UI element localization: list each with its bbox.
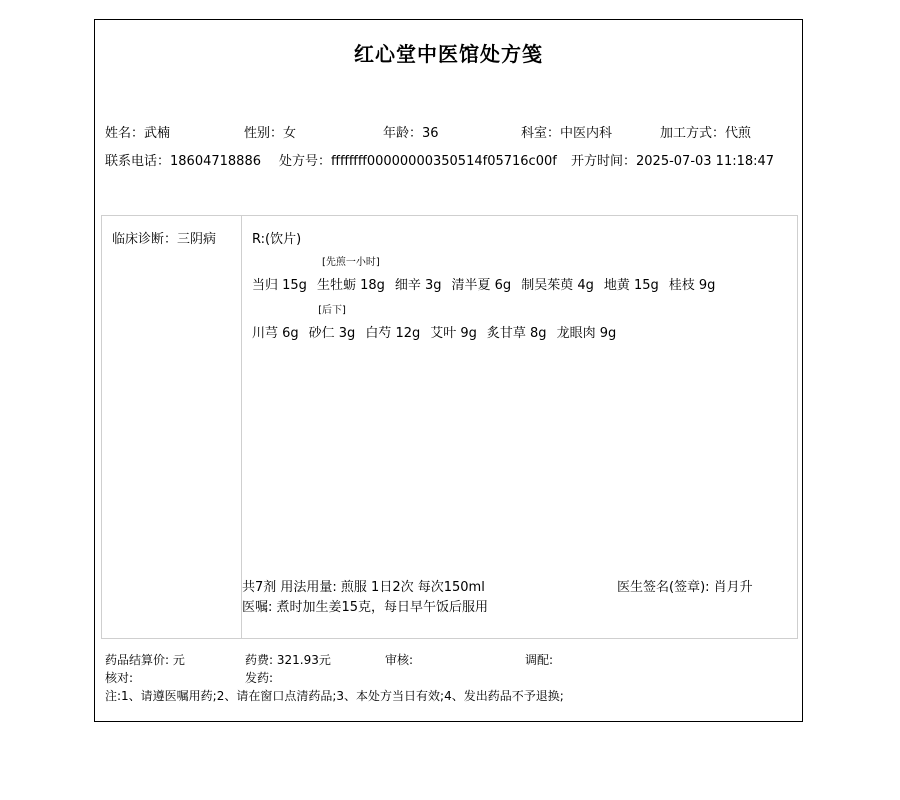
contact-phone: 联系电话：18604718886 — [105, 154, 261, 169]
prescription-body — [101, 215, 798, 639]
herb-item: 炙甘草 8g — [486, 326, 547, 341]
herb-item: 龙眼肉 9g — [556, 326, 617, 341]
review-label: 审核: — [385, 653, 414, 667]
doctor-advice: 医嘱: 煮时加生姜15克，每日早午饭后服用 — [242, 600, 489, 615]
herb-row-1 — [252, 257, 716, 293]
herb-note: [后下] — [318, 305, 346, 316]
herb-item: 艾叶 9g — [430, 326, 477, 341]
clinical-diagnosis: 临床诊断：三阴病 — [112, 232, 217, 247]
usage-dosage: 共7剂 用法用量: 煎服 1日2次 每次150ml — [242, 580, 485, 595]
herb-item: [后下] 砂仁 3g — [309, 322, 356, 341]
prescription-number: 处方号：ffffffff00000000350514f05716c00f — [279, 154, 557, 169]
herb-item: 地黄 15g — [603, 278, 659, 293]
prescription-type: R:(饮片) — [252, 232, 302, 247]
prescription-time: 开方时间：2025-07-03 11:18:47 — [571, 154, 775, 169]
patient-age: 年龄：36 — [383, 126, 439, 141]
doctor-signature: 医生签名(签章): 肖月升 — [617, 580, 753, 595]
herb-item: 细辛 3g — [394, 278, 442, 293]
herb-item: 当归 15g — [252, 278, 307, 293]
dispense-mix-label: 调配: — [525, 653, 554, 667]
herb-item: 制吴茱萸 4g — [521, 278, 594, 293]
issue-label: 发药: — [245, 671, 274, 685]
herb-item: 川芎 6g — [252, 326, 299, 341]
patient-gender: 性别：女 — [244, 126, 297, 141]
department: 科室：中医内科 — [521, 126, 613, 141]
processing-method: 加工方式：代煎 — [660, 126, 752, 141]
herb-item: 桂枝 9g — [668, 278, 716, 293]
herb-item: [先煎一小时] 生牡蛎 18g — [317, 274, 385, 293]
diagnosis-column — [102, 216, 242, 638]
check-label: 核对: — [105, 671, 134, 685]
settlement-price: 药品结算价: 元 — [105, 653, 185, 667]
patient-name: 姓名：武楠 — [105, 126, 171, 141]
herb-note: [先煎一小时] — [322, 257, 380, 268]
herb-item: 白芍 12g — [365, 326, 421, 341]
prescription-sheet — [94, 19, 803, 722]
herb-row-2 — [252, 305, 617, 341]
herb-column — [242, 216, 797, 638]
footer-notes: 注:1、请遵医嘱用药;2、请在窗口点清药品;3、本处方当日有效;4、发出药品不予退换; — [105, 689, 564, 703]
page-title: 红心堂中医馆处方笺 — [354, 42, 543, 66]
herb-item: 清半夏 6g — [451, 278, 512, 293]
drug-fee: 药费: 321.93元 — [245, 653, 331, 667]
